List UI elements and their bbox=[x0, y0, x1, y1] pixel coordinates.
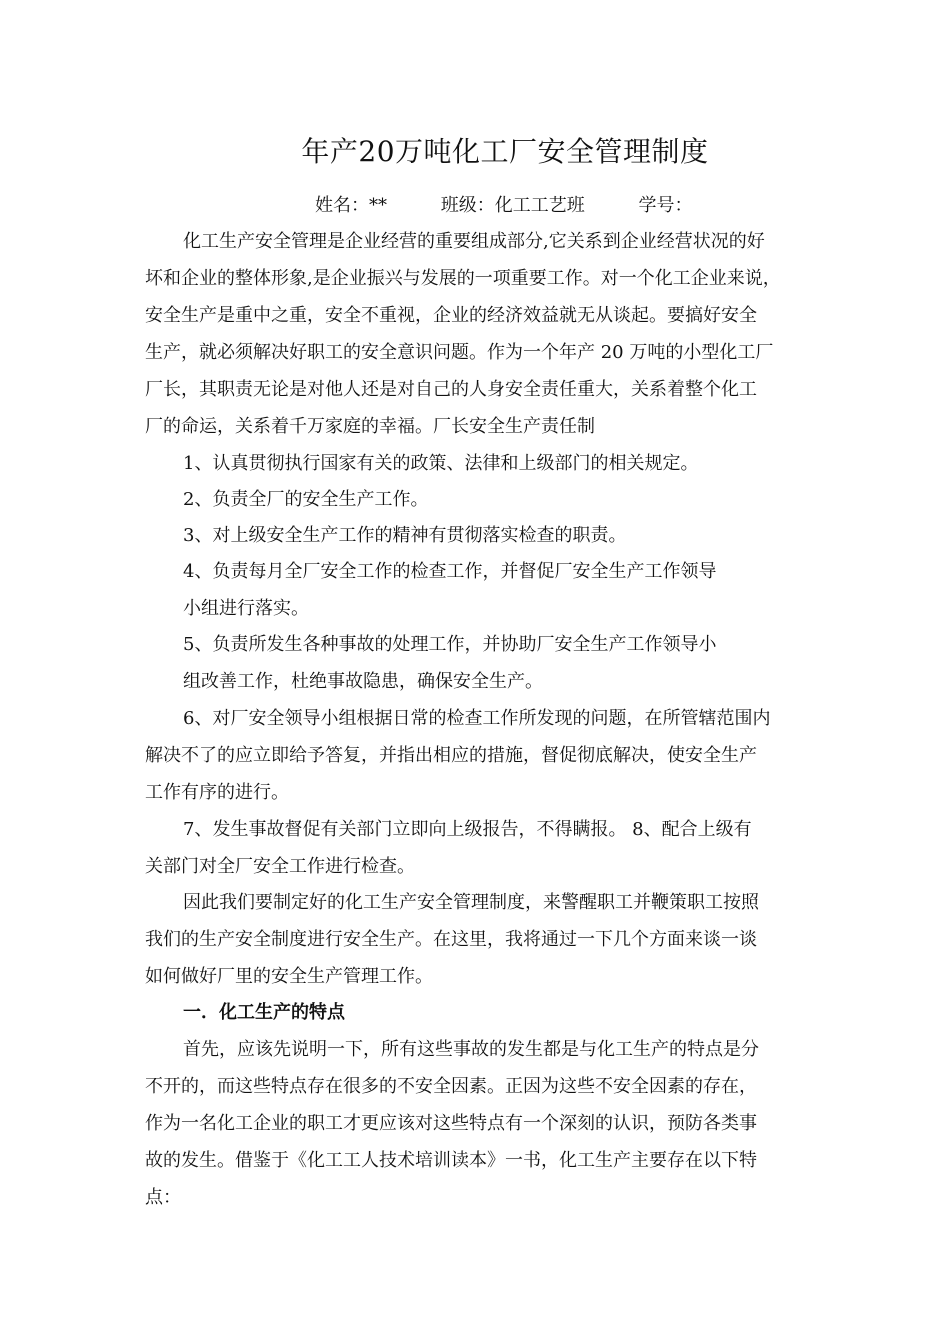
body-line: 不开的，而这些特点存在很多的不安全因素。正因为这些不安全因素的存在， bbox=[145, 1076, 757, 1097]
body-line: 工作有序的进行。 bbox=[145, 782, 289, 803]
section-heading: 一．化工生产的特点 bbox=[183, 1002, 345, 1023]
body-line: 厂长，其职责无论是对他人还是对自己的人身安全责任重大，关系着整个化工 bbox=[145, 379, 757, 400]
author-name: 姓名：** bbox=[315, 195, 387, 216]
list-item: 7、发生事故督促有关部门立即向上级报告，不得瞒报。 8、配合上级有 bbox=[183, 819, 752, 840]
list-item: 1、认真贯彻执行国家有关的政策、法律和上级部门的相关规定。 bbox=[183, 453, 699, 474]
body-line: 如何做好厂里的安全生产管理工作。 bbox=[145, 966, 433, 987]
list-item: 3、对上级安全生产工作的精神有贯彻落实检查的职责。 bbox=[183, 525, 627, 546]
body-line: 点： bbox=[145, 1187, 181, 1208]
body-line: 因此我们要制定好的化工生产安全管理制度，来警醒职工并鞭策职工按照 bbox=[183, 892, 759, 913]
author-class: 班级：化工工艺班 bbox=[440, 195, 585, 216]
body-line: 坏和企业的整体形象,是企业振兴与发展的一项重要工作。对一个化工企业来说， bbox=[145, 268, 781, 289]
list-item: 小组进行落实。 bbox=[183, 598, 309, 619]
list-item: 5、负责所发生各种事故的处理工作，并协助厂安全生产工作领导小 bbox=[183, 634, 717, 655]
body-line: 化工生产安全管理是企业经营的重要组成部分,它关系到企业经营状况的好 bbox=[183, 231, 765, 252]
author-info bbox=[315, 192, 692, 220]
list-item: 2、负责全厂的安全生产工作。 bbox=[183, 489, 429, 510]
body-line: 解决不了的应立即给予答复，并指出相应的措施，督促彻底解决，使安全生产 bbox=[145, 745, 757, 766]
body-line: 我们的生产安全制度进行安全生产。在这里，我将通过一下几个方面来谈一谈 bbox=[145, 929, 757, 950]
body-line: 故的发生。借鉴于《化工工人技术培训读本》一书，化工生产主要存在以下特 bbox=[145, 1150, 757, 1171]
list-item: 4、负责每月全厂安全工作的检查工作，并督促厂安全生产工作领导 bbox=[183, 561, 717, 582]
body-line: 安全生产是重中之重，安全不重视，企业的经济效益就无从谈起。要搞好安全 bbox=[145, 305, 757, 326]
author-student-id: 学号： bbox=[638, 195, 693, 216]
body-line: 关部门对全厂安全工作进行检查。 bbox=[145, 856, 415, 877]
body-line: 厂的命运，关系着千万家庭的幸福。厂长安全生产责任制 bbox=[145, 416, 595, 437]
body-line: 生产，就必须解决好职工的安全意识问题。作为一个年产 20 万吨的小型化工厂 bbox=[145, 342, 774, 363]
body-line: 作为一名化工企业的职工才更应该对这些特点有一个深刻的认识，预防各类事 bbox=[145, 1113, 757, 1134]
body-line: 首先，应该先说明一下，所有这些事故的发生都是与化工生产的特点是分 bbox=[183, 1039, 759, 1060]
list-item: 6、对厂安全领导小组根据日常的检查工作所发现的问题，在所管辖范围内 bbox=[183, 708, 771, 729]
document-title: 年产20万吨化工厂安全管理制度 bbox=[301, 135, 709, 168]
list-item: 组改善工作，杜绝事故隐患，确保安全生产。 bbox=[183, 671, 543, 692]
